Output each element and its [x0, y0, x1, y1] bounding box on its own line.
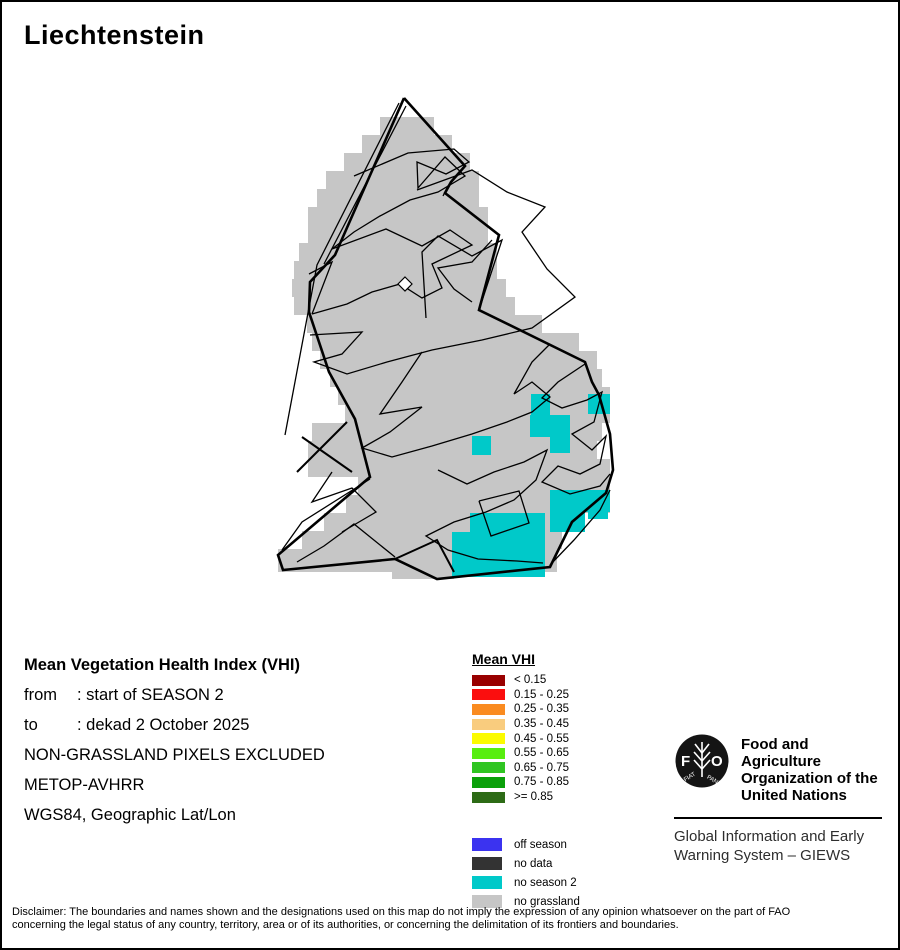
legend-swatch	[472, 792, 505, 803]
legend-row	[472, 717, 580, 732]
legend-extra-list	[472, 835, 580, 911]
legend-swatch	[472, 777, 505, 788]
legend-swatch	[472, 838, 502, 851]
legend-label: 0.75 - 0.85	[514, 776, 569, 789]
legend-label: 0.15 - 0.25	[514, 688, 569, 701]
legend-row	[472, 761, 580, 776]
map-parameters-block	[24, 650, 325, 830]
legend	[472, 651, 580, 911]
legend-swatch	[472, 876, 502, 889]
projection-line: WGS84, Geographic Lat/Lon	[24, 806, 236, 824]
legend-row	[472, 835, 580, 854]
fao-divider	[674, 817, 882, 819]
vhi-heading: Mean Vegetation Health Index (VHI)	[24, 656, 300, 674]
legend-title: Mean VHI	[472, 651, 536, 667]
legend-label: no data	[514, 857, 553, 870]
legend-row	[472, 854, 580, 873]
legend-swatch	[472, 857, 502, 870]
legend-swatch	[472, 675, 505, 686]
legend-label: no season 2	[514, 876, 577, 889]
legend-row	[472, 731, 580, 746]
svg-text:PANIS: PANIS	[705, 774, 724, 789]
legend-row	[472, 873, 580, 892]
fao-logo-icon	[674, 733, 730, 789]
from-row	[24, 680, 325, 710]
legend-label: off season	[514, 838, 567, 851]
legend-swatch	[472, 689, 505, 700]
legend-label: 0.45 - 0.55	[514, 732, 569, 745]
to-value: : dekad 2 October 2025	[77, 716, 250, 734]
legend-swatch	[472, 762, 505, 773]
legend-label: >= 0.85	[514, 791, 554, 804]
giews-name: Global Information and Early Warning System – GIEWS	[674, 828, 865, 864]
legend-label: 0.65 - 0.75	[514, 761, 569, 774]
fao-giews-block	[674, 733, 886, 865]
legend-label: no grassland	[514, 895, 580, 908]
legend-row	[472, 702, 580, 717]
from-value: : start of SEASON 2	[77, 686, 224, 704]
legend-row	[472, 688, 580, 703]
svg-text:F: F	[681, 753, 691, 770]
legend-label: 0.55 - 0.65	[514, 747, 569, 760]
legend-swatch	[472, 704, 505, 715]
fao-org-name: Food and Agriculture Organization of the United Nations	[741, 736, 878, 804]
pixels-excluded-line: NON-GRASSLAND PIXELS EXCLUDED	[24, 746, 325, 764]
disclaimer-text: Disclaimer: The boundaries and names shown and the designations used on this map do not imply the expression of any opinion whatsoever on the part of FAO concerning the legal status of any country, territory, area or of its authorities, or concerning the delimitation of its frontiers and boundaries.	[12, 906, 791, 931]
legend-row	[472, 673, 580, 688]
legend-label: < 0.15	[514, 674, 547, 687]
fao-header	[674, 733, 886, 804]
legend-label: 0.35 - 0.45	[514, 718, 569, 731]
legend-swatch	[472, 733, 505, 744]
legend-label: 0.25 - 0.35	[514, 703, 569, 716]
legend-row	[472, 790, 580, 805]
legend-class-list	[472, 673, 580, 804]
svg-text:FIAT: FIAT	[683, 771, 697, 784]
legend-swatch	[472, 748, 505, 759]
legend-row	[472, 746, 580, 761]
svg-text:O: O	[711, 753, 723, 770]
sensor-line: METOP-AVHRR	[24, 776, 145, 794]
legend-swatch	[472, 719, 505, 730]
page-title: Liechtenstein	[24, 20, 205, 50]
legend-row	[472, 775, 580, 790]
to-row	[24, 710, 325, 740]
to-label: to	[24, 716, 38, 734]
from-label: from	[24, 686, 57, 704]
